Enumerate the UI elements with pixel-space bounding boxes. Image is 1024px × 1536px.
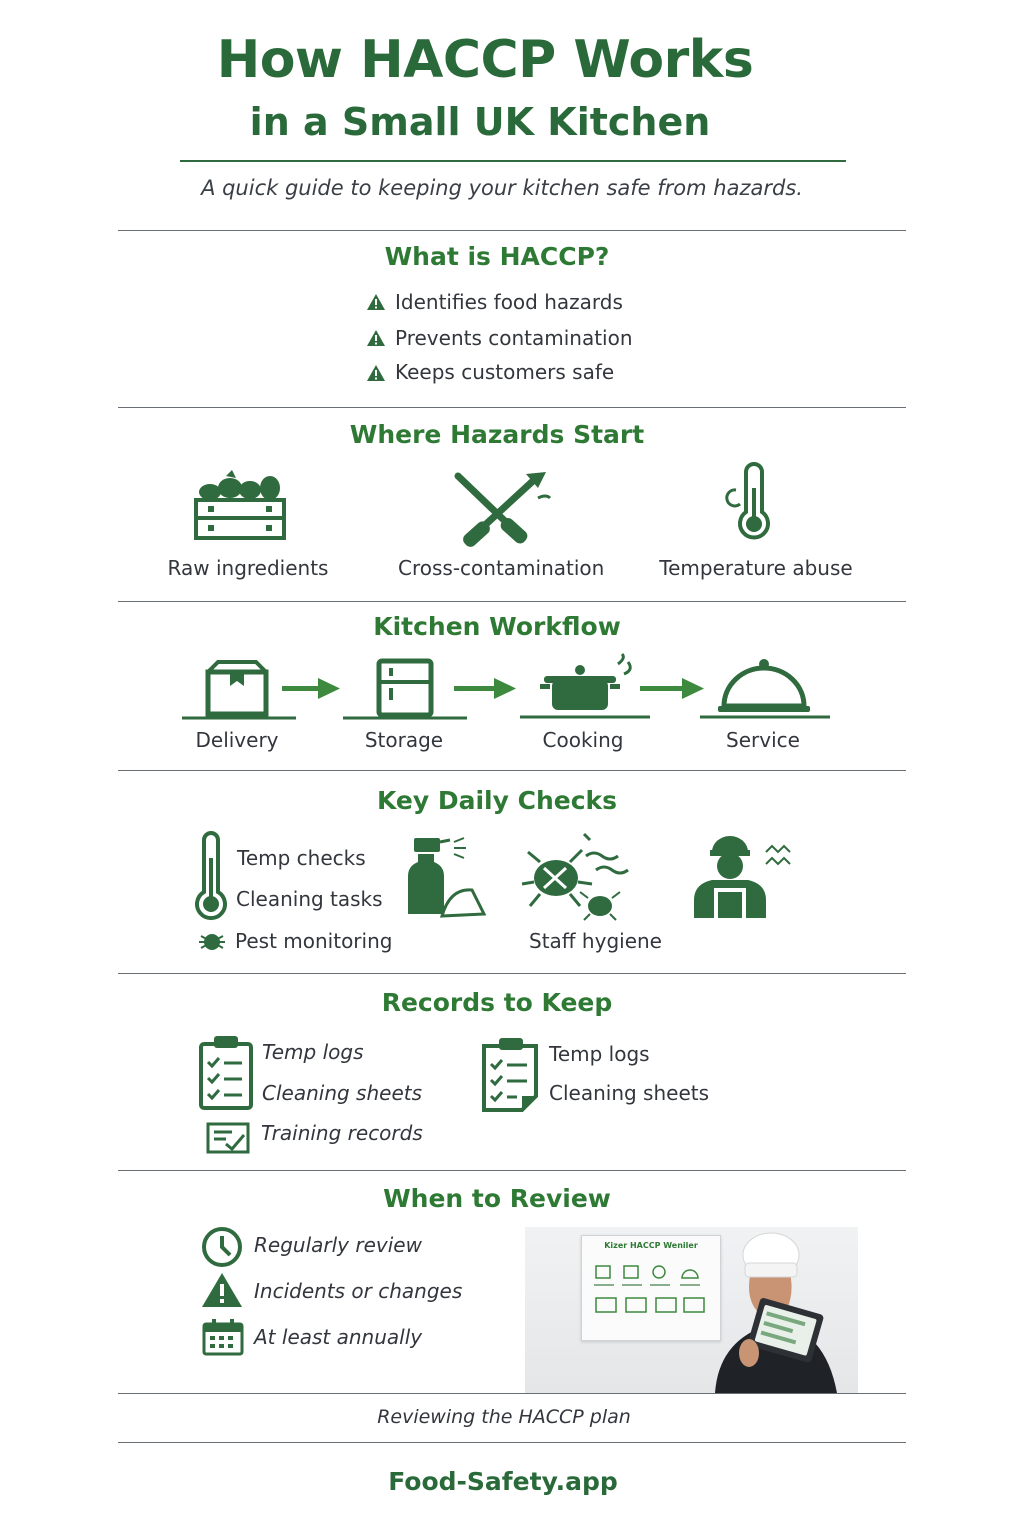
- page-subtitle: A quick guide to keeping your kitchen safe from hazards.: [201, 176, 803, 200]
- record-item: Cleaning sheets: [549, 1081, 710, 1105]
- crossed-knives-icon: [446, 470, 552, 544]
- daily-check-hygiene: Staff hygiene: [529, 929, 662, 953]
- arrow-right-icon: [282, 678, 342, 700]
- section-title-workflow: Kitchen Workflow: [373, 612, 621, 641]
- record-item: Temp logs: [262, 1040, 364, 1064]
- section-divider: [118, 770, 906, 771]
- daily-check-pest: Pest monitoring: [235, 929, 393, 953]
- section-divider: [118, 973, 906, 974]
- record-item: Temp logs: [549, 1042, 650, 1066]
- thermometer-icon: [722, 466, 782, 546]
- title-divider: [180, 160, 846, 162]
- warning-icon: [366, 329, 386, 347]
- record-item: Cleaning sheets: [262, 1081, 423, 1105]
- bug-icon: [199, 930, 225, 952]
- arrow-right-icon: [640, 678, 706, 700]
- cooking-pot-icon: [520, 654, 650, 720]
- page-title-line2: in a Small UK Kitchen: [249, 100, 711, 144]
- workflow-step-storage: Storage: [364, 728, 444, 752]
- arrow-right-icon: [454, 678, 518, 700]
- chef-figure-icon: [645, 1227, 858, 1393]
- thermometer-icon: [193, 834, 229, 920]
- warning-icon: [366, 293, 386, 311]
- record-item: Training records: [261, 1121, 423, 1145]
- section-divider: [118, 230, 906, 231]
- photo-caption: Reviewing the HACCP plan: [377, 1406, 631, 1428]
- section-divider: [118, 1393, 906, 1394]
- review-item: At least annually: [254, 1325, 423, 1349]
- certificate-check-icon: [206, 1122, 250, 1154]
- page-title: How HACCP Works: [216, 30, 754, 90]
- daily-check-cleaning: Cleaning tasks: [236, 887, 383, 911]
- warning-icon: [366, 364, 386, 382]
- vegetable-crate-icon: [192, 468, 288, 542]
- chef-reviewing-plan-photo: [525, 1227, 858, 1393]
- section-title-review: When to Review: [383, 1184, 611, 1213]
- section-divider: [118, 601, 906, 602]
- spray-bottle-icon: [402, 836, 486, 920]
- review-item: Regularly review: [254, 1233, 422, 1257]
- section-divider: [118, 1170, 906, 1171]
- chef-hygiene-icon: [690, 834, 800, 920]
- clipboard-checklist-icon: [198, 1034, 254, 1112]
- workflow-step-service: Service: [726, 728, 800, 752]
- clipboard-checklist-icon: [481, 1036, 541, 1114]
- list-item: Identifies food hazards: [395, 290, 623, 314]
- hazard-label-cross-contamination: Cross-contamination: [398, 556, 605, 580]
- daily-check-temp: Temp checks: [237, 846, 366, 870]
- section-title-daily-checks: Key Daily Checks: [376, 786, 618, 815]
- cloche-icon: [700, 656, 830, 720]
- pests-icon: [522, 832, 638, 922]
- box-icon: [182, 660, 296, 720]
- section-divider: [118, 1442, 906, 1443]
- footer-brand: Food-Safety.app: [388, 1467, 618, 1496]
- workflow-step-cooking: Cooking: [542, 728, 624, 752]
- section-divider: [118, 407, 906, 408]
- section-title-records: Records to Keep: [381, 988, 613, 1017]
- hazard-label-raw: Raw ingredients: [167, 556, 329, 580]
- list-item: Prevents contamination: [395, 326, 633, 350]
- section-title-what-is: What is HACCP?: [384, 242, 610, 271]
- poster-title: Kizer HACCP Weniler: [604, 1241, 698, 1250]
- section-title-hazards: Where Hazards Start: [349, 420, 645, 449]
- warning-icon: [201, 1272, 243, 1308]
- hazard-label-temperature: Temperature abuse: [659, 556, 853, 580]
- fridge-icon: [343, 658, 467, 720]
- list-item: Keeps customers safe: [395, 360, 615, 384]
- clock-icon: [201, 1226, 243, 1268]
- calendar-icon: [202, 1318, 244, 1356]
- review-item: Incidents or changes: [254, 1279, 463, 1303]
- workflow-step-delivery: Delivery: [195, 728, 279, 752]
